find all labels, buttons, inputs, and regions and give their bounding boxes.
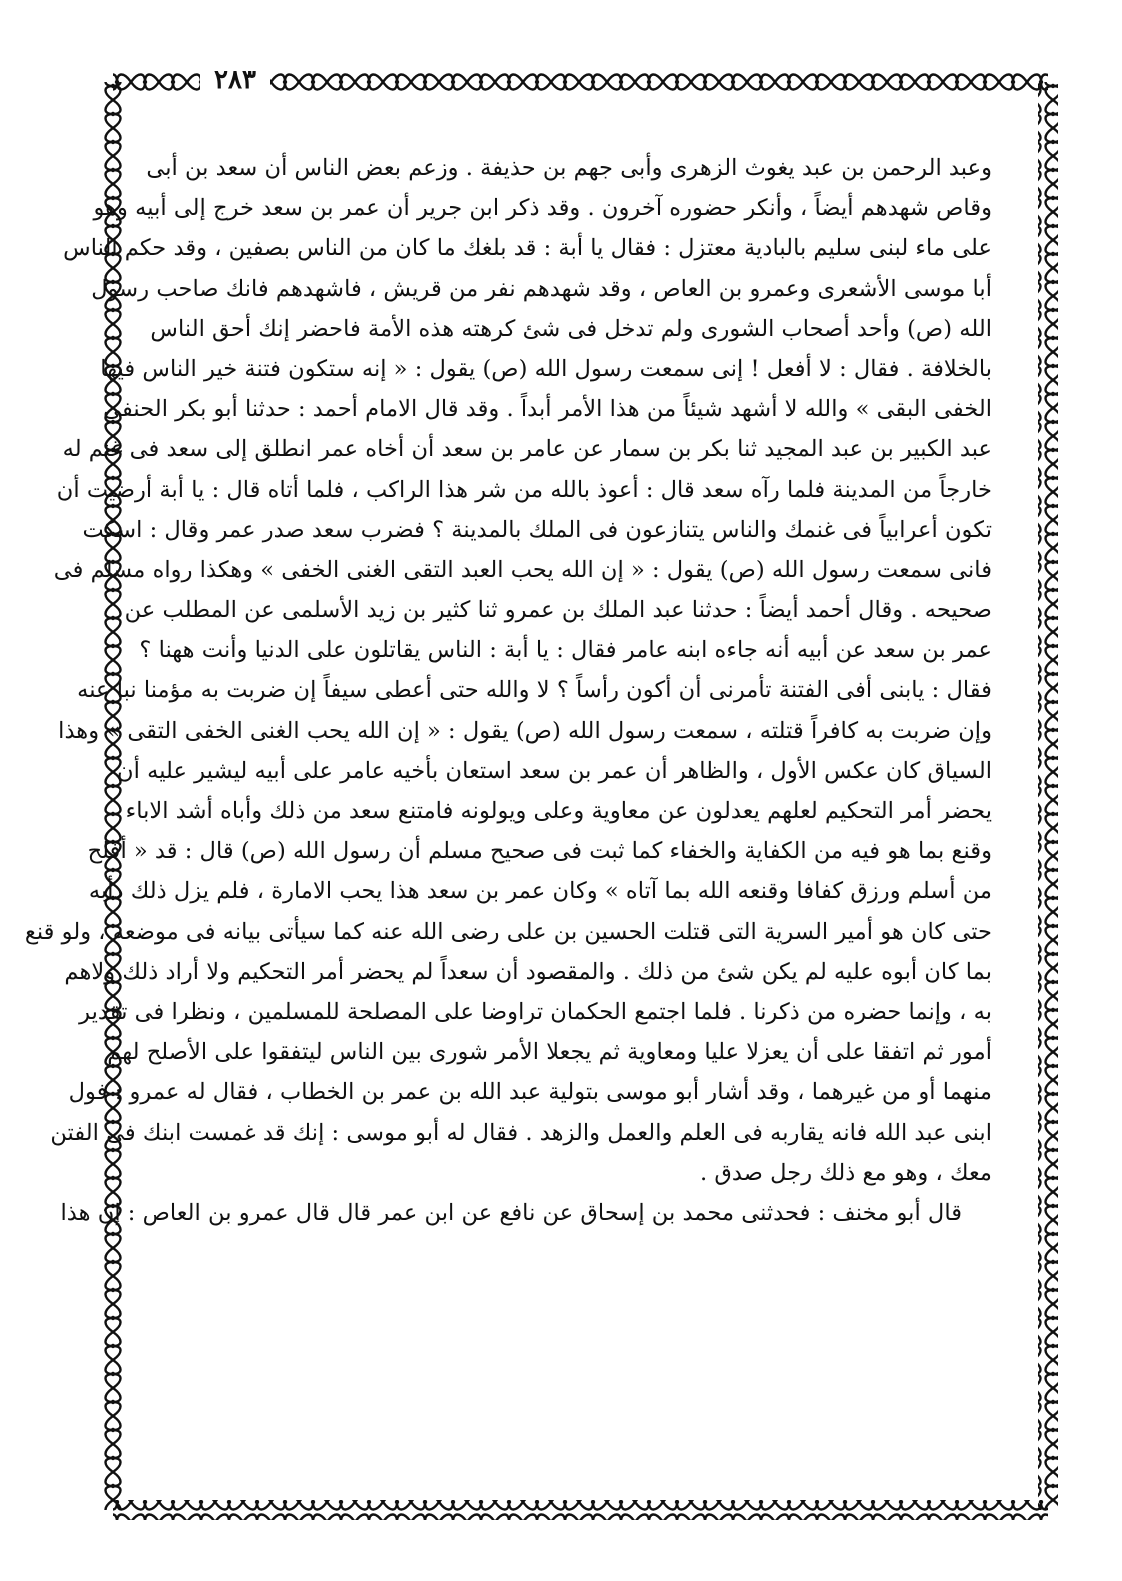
- text-line: وقنع بما هو فيه من الكفاية والخفاء كما ثبت فى صحيح مسلم أن رسول الله (ص) قال : قد « أفلح: [87, 838, 992, 865]
- text-line: خارجاً من المدينة فلما رآه سعد قال : أعوذ بالله من شر هذا الراكب ، فلما أتاه قال : يا أبة أرضيت أن: [56, 476, 992, 503]
- text-line: من أسلم ورزق كفافا وقنعه الله بما آتاه » وكان عمر بن سعد هذا يحب الامارة ، فلم يزل ذلك دأبه: [88, 878, 992, 905]
- text-line: السياق كان عكس الأول ، والظاهر أن عمر بن سعد استعان بأخيه عامر على أبيه ليشير عليه أن: [117, 757, 992, 784]
- text-line: عمر بن سعد عن أبيه أنه جاءه ابنه عامر فقال : يا أبة : الناس يقاتلون على الدنيا وأنت ههنا ؟: [139, 637, 992, 664]
- text-line: الخفى البقى » والله لا أشهد شيئاً من هذا الأمر أبداً . وقد قال الامام أحمد : حدثنا أبو بكر الحنفى: [103, 396, 992, 423]
- text-line: عبد الكبير بن عبد المجيد ثنا بكر بن سمار عن عامر بن سعد أن أخاه عمر انطلق إلى سعد فى غنم له: [62, 436, 992, 463]
- text-line: بالخلافة . فقال : لا أفعل ! إنى سمعت رسول الله (ص) يقول : « إنه ستكون فتنة خير الناس فيها: [100, 355, 992, 382]
- text-line: وقاص شهدهم أيضاً ، وأنكر حضوره آخرون . وقد ذكر ابن جرير أن عمر بن سعد خرج إلى أبيه وهو: [93, 195, 992, 222]
- text-line: ابنى عبد الله فانه يقاربه فى العلم والعمل والزهد . فقال له أبو موسى : إنك قد غمست ابنك فى الفتن: [50, 1119, 992, 1146]
- text-line: أبا موسى الأشعرى وعمرو بن العاص ، وقد شهدهم نفر من قريش ، فاشهدهم فانك صاحب رسول: [91, 275, 992, 302]
- text-line: يحضر أمر التحكيم لعلهم يعدلون عن معاوية وعلى ويولونه فامتنع سعد من ذلك وأباه أشد الاباء: [125, 798, 992, 824]
- text-line: الله (ص) وأحد أصحاب الشورى ولم تدخل فى شئ كرهته هذه الأمة فاحضر إنك أحق الناس: [150, 315, 992, 342]
- text-line: حتى كان هو أمير السرية التى قتلت الحسين بن على رضى الله عنه كما سيأتى بيانه فى موضعه ، ولو قنع: [24, 918, 992, 945]
- text-line: أمور ثم اتفقا على أن يعزلا عليا ومعاوية ثم يجعلا الأمر شورى بين الناس ليتفقوا على الأصلح لهم: [107, 1039, 992, 1066]
- text-line: فقال : يابنى أفى الفتنة تأمرنى أن أكون رأساً ؟ لا والله حتى أعطى سيفاً إن ضربت به مؤمنا نبا عنه: [77, 677, 992, 704]
- body-text: [24, 148, 992, 1488]
- text-line: فانى سمعت رسول الله (ص) يقول : « إن الله يحب العبد التقى الغنى الخفى » وهكذا رواه مسلم فى: [53, 556, 992, 583]
- page-number: ٢٨٣: [200, 62, 270, 98]
- text-line: قال أبو مخنف : فحدثنى محمد بن إسحاق عن نافع عن ابن عمر قال قال عمرو بن العاص : إن هذا: [60, 1199, 962, 1226]
- text-line: وإن ضربت به كافراً قتلته ، سمعت رسول الله (ص) يقول : « إن الله يحب الغنى الخفى التقى » وهذا: [58, 717, 992, 744]
- text-line: معك ، وهو مع ذلك رجل صدق .: [700, 1159, 992, 1186]
- text-line: منهما أو من غيرهما ، وقد أشار أبو موسى بتولية عبد الله بن عمر بن الخطاب ، فقال له عمرو : فول: [68, 1079, 992, 1106]
- text-line: بما كان أبوه عليه لم يكن شئ من ذلك . والمقصود أن سعداً لم يحضر أمر التحكيم ولا أراد ذلك ولاهم: [64, 958, 992, 985]
- text-line: وعبد الرحمن بن عبد يغوث الزهرى وأبى جهم بن حذيفة . وزعم بعض الناس أن سعد بن أبى: [146, 155, 992, 181]
- text-line: صحيحه . وقال أحمد أيضاً : حدثنا عبد الملك بن عمرو ثنا كثير بن زيد الأسلمى عن المطلب عن: [124, 597, 992, 624]
- text-line: به ، وإنما حضره من ذكرنا . فلما اجتمع الحكمان تراوضا على المصلحة للمسلمين ، ونظرا فى تقدير: [79, 998, 992, 1025]
- text-line: تكون أعرابياً فى غنمك والناس يتنازعون فى الملك بالمدينة ؟ فضرب سعد صدر عمر وقال : اسكت: [82, 516, 992, 543]
- text-line: على ماء لبنى سليم بالبادية معتزل : فقال يا أبة : قد بلغك ما كان من الناس بصفين ، وقد حكم الناس: [63, 235, 992, 262]
